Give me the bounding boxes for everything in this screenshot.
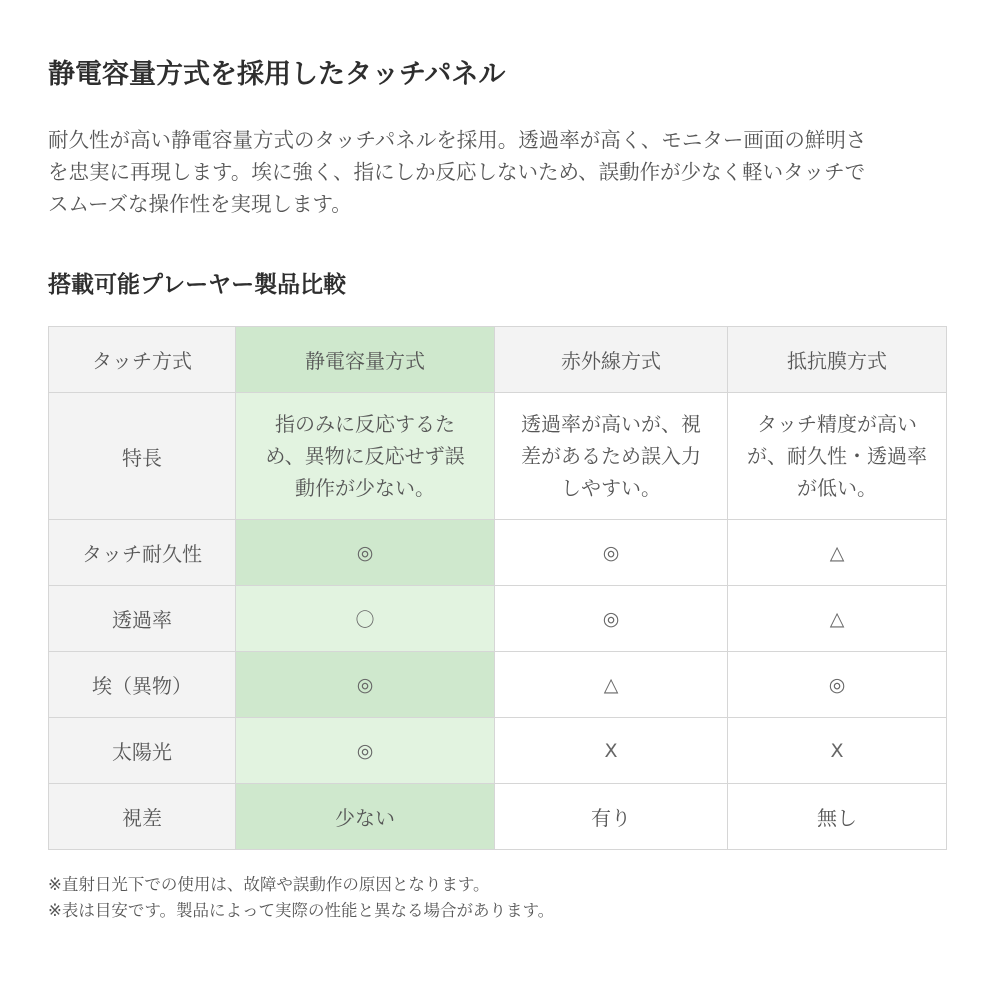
value-cell: X [728,718,947,784]
table-row [49,586,947,652]
row-label: 視差 [49,784,236,850]
row-label: 埃（異物） [49,652,236,718]
feature-capacitive [236,393,495,520]
comparison-table [48,326,947,850]
value-cell: ◎ [495,520,728,586]
intro-line: 耐久性が高い静電容量方式のタッチパネルを採用。透過率が高く、モニター画面の鮮明さ [48,128,867,152]
value-cell: △ [728,586,947,652]
intro-paragraph [48,124,948,220]
row-label: 太陽光 [49,718,236,784]
feature-line: 差があるため誤入力 [521,444,701,468]
intro-line: を忠実に再現します。埃に強く、指にしか反応しないため、誤動作が少なく軽いタッチで [48,160,866,184]
value-cell: △ [495,652,728,718]
feature-line: 透過率が高いが、視 [521,412,701,436]
value-cell: X [495,718,728,784]
table-row [49,784,947,850]
feature-line: しやすい。 [561,476,661,500]
page-title: 静電容量方式を採用したタッチパネル [48,59,506,90]
table-row [49,718,947,784]
value-cell: ◎ [236,520,495,586]
value-cell: 有り [495,784,728,850]
value-cell: 無し [728,784,947,850]
intro-line: スムーズな操作性を実現します。 [48,192,352,216]
footnote: ※表は目安です。製品によって実際の性能と異なる場合があります。 [48,901,555,920]
feature-line: 指のみに反応するた [275,412,455,436]
feature-line: タッチ精度が高い [757,412,917,436]
value-cell: ◎ [236,718,495,784]
header-touch-type: タッチ方式 [49,327,236,393]
comparison-heading: 搭載可能プレーヤー製品比較 [48,272,347,298]
header-resistive: 抵抗膜方式 [728,327,947,393]
row-label: タッチ耐久性 [49,520,236,586]
feature-line: 動作が少ない。 [295,476,435,500]
feature-resistive [728,393,947,520]
feature-infrared [495,393,728,520]
value-cell: △ [728,520,947,586]
feature-line: が低い。 [797,476,877,500]
footnote: ※直射日光下での使用は、故障や誤動作の原因となります。 [48,875,490,894]
row-label: 特長 [49,393,236,520]
feature-line: が、耐久性・透過率 [747,444,927,468]
table-row-features [49,393,947,520]
table-row [49,520,947,586]
header-infrared: 赤外線方式 [495,327,728,393]
value-cell: ◎ [495,586,728,652]
table-header-row [49,327,947,393]
value-cell: ◎ [728,652,947,718]
value-cell: 少ない [236,784,495,850]
value-cell: ◎ [236,652,495,718]
row-label: 透過率 [49,586,236,652]
value-cell: 〇 [236,586,495,652]
feature-line: め、異物に反応せず誤 [265,444,465,468]
table-row [49,652,947,718]
header-capacitive: 静電容量方式 [236,327,495,393]
footnotes [48,872,554,924]
